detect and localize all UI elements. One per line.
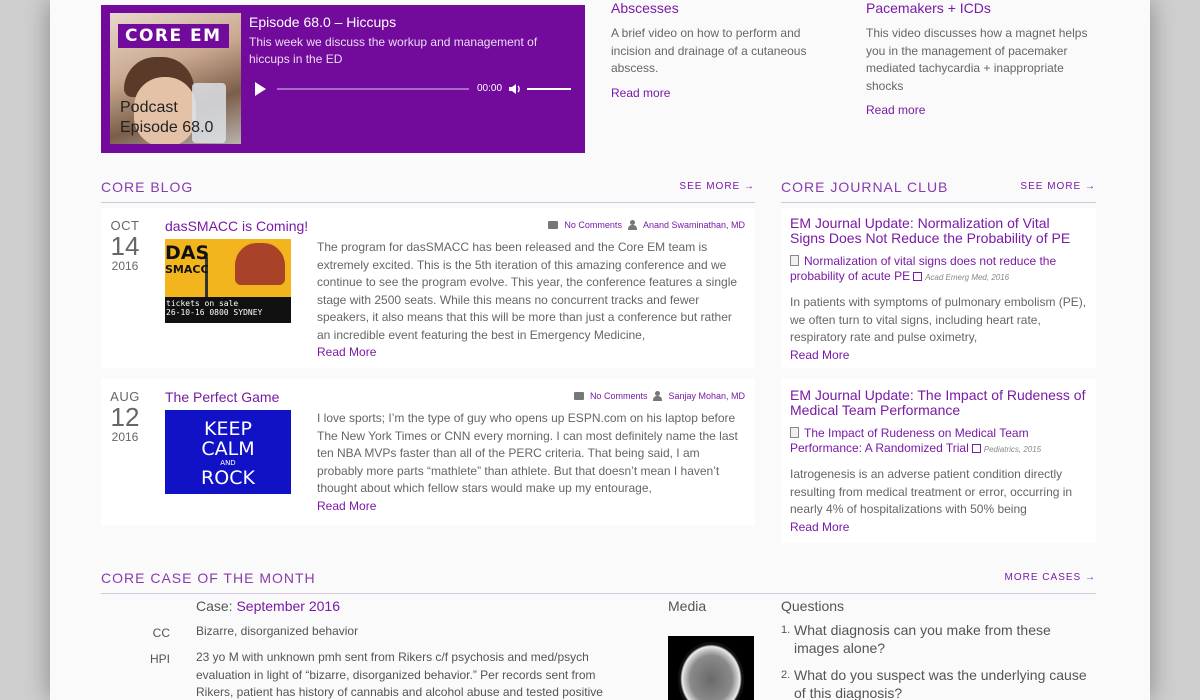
dassmacc-thumbnail[interactable]: [165, 239, 291, 323]
journal-section-header: [781, 179, 1096, 203]
journal-read-more-link[interactable]: Read More: [790, 519, 850, 534]
teaser-pacemakers: [866, 0, 1096, 117]
comments-link[interactable]: No Comments: [564, 220, 622, 230]
journal-article-link[interactable]: [790, 426, 1087, 457]
podcast-caption-line1: Podcast: [120, 99, 178, 116]
podcast-episode-image[interactable]: [110, 13, 241, 144]
author-link[interactable]: Anand Swaminathan, MD: [642, 220, 745, 230]
comment-icon: [548, 221, 558, 229]
blog-see-more-link[interactable]: SEE MORE →: [679, 181, 755, 192]
post-date: [101, 218, 149, 273]
journal-excerpt-text: In patients with symptoms of pulmonary embolism (PE), we often turn to vital signs, including heart rate, respiratory rate and pulse oximetry,: [790, 295, 1087, 344]
thumb-text-date: 26-10-16 0800 SYDNEY: [166, 308, 263, 317]
post-read-more-link[interactable]: Read More: [317, 498, 377, 513]
post-date-month: OCT: [110, 218, 140, 233]
ct-skull-shape: [678, 642, 744, 700]
question-item: [781, 666, 1099, 700]
comments-link[interactable]: No Comments: [589, 391, 648, 401]
journal-excerpt: [790, 294, 1087, 364]
volume-icon[interactable]: [508, 82, 522, 96]
questions-label: Questions: [781, 598, 845, 614]
teaser-text: A brief video on how to perform and incision and drainage of a cutaneous abscess.: [611, 26, 807, 75]
post-excerpt-text: I love sports; I’m the type of guy who opens up ESPN.com on his laptop before The New York Times or CNN every morning. I can most definitely name the last ten NBA MVPs faster than all of the PERC criteria. That being said, I am probably more parts “mathlete” than athlete. But that doesn’t mean I haven’t thought about which fellow stars would make up my entourage,: [317, 411, 738, 495]
post-meta: [574, 391, 745, 401]
question-number: 1.: [781, 624, 791, 636]
hpi-key: HPI: [149, 652, 170, 666]
case-heading: CORE CASE OF THE MONTH: [101, 570, 316, 586]
thumb-bear-shape: [235, 243, 285, 285]
comment-icon: [574, 392, 584, 400]
post-date-day: 12: [110, 402, 140, 432]
thumb-text-keep: KEEP: [204, 418, 252, 440]
user-icon: [653, 391, 662, 401]
journal-excerpt-text: Iatrogenesis is an adverse patient condition directly resulting from medical treatment or error, occurring in nearly 4% of hospitalizations with 50% being: [790, 467, 1073, 516]
thumb-text-calm: CALM: [201, 438, 255, 460]
podcast-caption-line2: Episode 68.0: [120, 119, 214, 136]
thumb-text-das: DAS: [165, 242, 210, 264]
podcast-caption: [120, 98, 213, 138]
post-date: [101, 389, 149, 444]
document-icon: [790, 427, 799, 438]
audio-progress-track[interactable]: [277, 88, 469, 90]
journal-source: Acad Emerg Med, 2016: [925, 273, 1010, 282]
keep-calm-thumbnail[interactable]: [165, 410, 291, 494]
post-excerpt: [317, 410, 745, 515]
volume-slider[interactable]: [527, 88, 571, 90]
journal-source: Pediatrics, 2015: [983, 445, 1042, 454]
case-month-label: [196, 598, 340, 614]
case-month[interactable]: September 2016: [236, 598, 340, 614]
audio-player: [251, 79, 571, 99]
question-number: 2.: [781, 669, 791, 681]
post-date-year: 2016: [111, 430, 139, 444]
thumb-text-and: AND: [220, 459, 236, 467]
post-date-month: AUG: [110, 389, 140, 404]
external-link-icon[interactable]: [972, 444, 981, 453]
page: [50, 0, 1150, 700]
teaser-read-more-link[interactable]: Read more: [866, 103, 926, 117]
blog-post-card: [101, 379, 755, 525]
ct-scan-image[interactable]: [668, 636, 754, 700]
post-excerpt-text: The program for dasSMACC has been released and the Core EM team is extremely excited. This is the 5th iteration of this amazing conference and we continue to see the program evolve. This year, the conference features a single stage with 2500 seats. While this means no concurrent tracks and fewer speakers, it also means that this will be more than just a conference but rather an incredible event featuring the best in Emergency Medicine,: [317, 240, 738, 342]
play-icon[interactable]: [255, 82, 266, 96]
post-title-link[interactable]: dasSMACC is Coming!: [165, 218, 309, 234]
document-icon: [790, 255, 799, 266]
cc-value: Bizarre, disorganized behavior: [196, 624, 359, 638]
journal-item-card: [781, 208, 1096, 368]
question-text: What diagnosis can you make from these images alone?: [794, 622, 1051, 656]
teaser-title[interactable]: Abscesses: [611, 0, 679, 16]
core-em-logo: CORE EM: [118, 24, 229, 48]
case-section-header: [101, 570, 1096, 594]
more-cases-link[interactable]: MORE CASES →: [1004, 572, 1096, 583]
post-date-day: 14: [110, 231, 140, 261]
teaser-abscesses: [611, 0, 841, 100]
audio-time: 00:00: [477, 83, 503, 94]
blog-heading: CORE BLOG: [101, 179, 194, 195]
post-meta: [548, 220, 745, 230]
question-text: What do you suspect was the underlying cause of this diagnosis?: [794, 667, 1087, 700]
journal-see-more-link[interactable]: SEE MORE →: [1020, 181, 1096, 192]
journal-read-more-link[interactable]: Read More: [790, 347, 850, 362]
case-label-prefix: Case:: [196, 598, 233, 614]
case-questions: [781, 621, 1099, 700]
post-read-more-link[interactable]: Read More: [317, 345, 377, 359]
podcast-description: This week we discuss the workup and management of hiccups in the ED: [249, 35, 538, 66]
blog-post-card: [101, 208, 755, 368]
thumb-text-smacc: SMACC: [165, 263, 209, 276]
journal-heading: CORE JOURNAL CLUB: [781, 179, 949, 195]
teaser-title[interactable]: Pacemakers + ICDs: [866, 0, 991, 16]
journal-item-card: [781, 379, 1096, 543]
journal-item-title[interactable]: EM Journal Update: The Impact of Rudeness of Medical Team Performance: [790, 387, 1086, 418]
media-label: Media: [668, 598, 707, 614]
journal-article-title[interactable]: Normalization of vital signs does not reduce the probability of acute PE: [790, 254, 1057, 283]
post-date-year: 2016: [111, 259, 139, 273]
external-link-icon[interactable]: [913, 272, 922, 281]
journal-article-link[interactable]: [790, 254, 1087, 285]
post-title-link[interactable]: The Perfect Game: [165, 389, 280, 405]
post-excerpt: [317, 239, 745, 362]
teaser-text: This video discusses how a magnet helps you in the management of pacemaker mediated tachycardia + inappropriate shocks: [866, 26, 1088, 93]
thumb-text-rock: ROCK: [201, 467, 255, 489]
podcast-episode-title[interactable]: Episode 68.0 – Hiccups: [249, 14, 397, 30]
journal-article-title[interactable]: The Impact of Rudeness on Medical Team Performance: A Randomized Trial: [790, 426, 1029, 455]
author-link[interactable]: Sanjay Mohan, MD: [668, 391, 745, 401]
podcast-player-card: [101, 5, 585, 153]
teaser-read-more-link[interactable]: Read more: [611, 85, 671, 100]
user-icon: [628, 220, 637, 230]
thumb-footer-band: [165, 297, 291, 323]
journal-item-title[interactable]: EM Journal Update: Normalization of Vital Signs Does Not Reduce the Probability of PE: [790, 215, 1071, 246]
thumb-text-tickets: tickets on sale: [166, 299, 239, 308]
journal-excerpt: [790, 466, 1087, 536]
cc-key: CC: [152, 626, 170, 640]
hpi-value: 23 yo M with unknown pmh sent from Rikers c/f psychosis and med/psych evaluation in light of “bizarre, disorganized behavior.” Per records sent from Rikers, patient has history of cannabis and alcohol abuse and tested positive: [196, 650, 603, 699]
blog-section-header: [101, 179, 755, 203]
question-item: [781, 621, 1099, 657]
